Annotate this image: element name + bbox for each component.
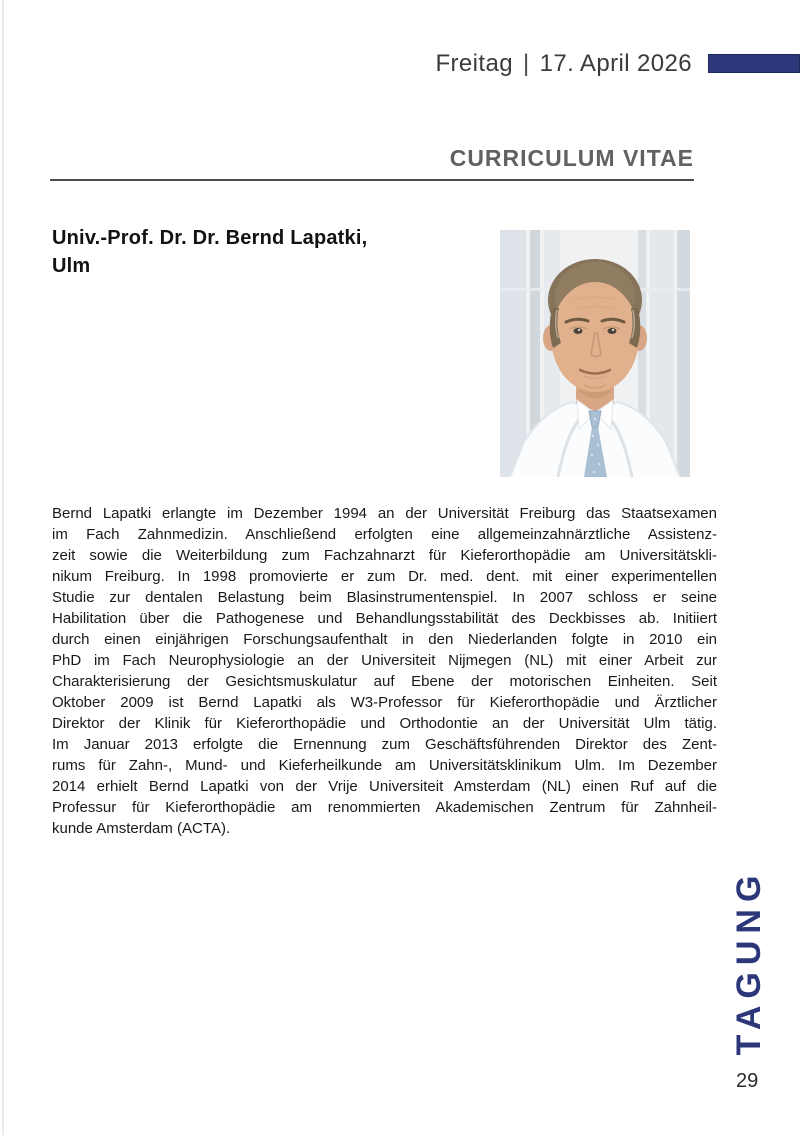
cv-text-line: Bernd Lapatki erlangte im Dezember 1994 an der Universität Freiburg das Staatsexamen	[52, 505, 717, 522]
portrait-photo-svg	[500, 230, 690, 477]
cv-text-line: im Fach Zahnmedizin. Anschließend erfolgten eine allgemeinzahnärztliche Assistenz-	[52, 526, 717, 543]
cv-text-line: Charakterisierung der Gesichtsmuskulatur auf Ebene der motorischen Einheiten. Seit	[52, 673, 717, 690]
cv-text-line: 2014 erhielt Bernd Lapatki von der Vrije Universiteit Amsterdam (NL) einen Ruf auf die	[52, 778, 717, 795]
cv-paragraph	[52, 503, 717, 839]
header-date	[435, 50, 692, 78]
divider-line	[50, 179, 694, 181]
header-separator: |	[522, 50, 530, 77]
cv-text-line: durch einen einjährigen Forschungsaufenthalt in den Niederlanden folgte in 2010 ein	[52, 631, 717, 648]
cv-text-line: Studie zur dentalen Belastung beim Blasinstrumentenspiel. In 2007 schloss er seine	[52, 589, 717, 606]
profile-name	[52, 224, 367, 280]
cv-text-line: Im Januar 2013 erfolgte die Ernennung zum Geschäftsführenden Direktor des Zent-	[52, 736, 717, 753]
cv-text-line: Habilitation über die Pathogenese und Behandlungsstabilität des Deckbisses ab. Initiiert	[52, 610, 717, 627]
portrait-photo	[500, 230, 690, 477]
cv-text-line: zeit sowie die Weiterbildung zum Fachzahnarzt für Kieferorthopädie am Universitätskli-	[52, 547, 717, 564]
cv-text-line: PhD im Fach Neurophysiologie an der Universiteit Nijmegen (NL) mit einer Arbeit zur	[52, 652, 717, 669]
cv-text-line: rums für Zahn-, Mund- und Kieferheilkunde am Universitätsklinikum Ulm. Im Dezember	[52, 757, 717, 774]
profile-name-line2: Ulm	[52, 255, 91, 277]
page-number: 29	[736, 1070, 759, 1092]
section-title: CURRICULUM VITAE	[449, 145, 694, 171]
cv-text-line: kunde Amsterdam (ACTA).	[52, 820, 231, 837]
cv-text-line: Oktober 2009 ist Bernd Lapatki als W3-Professor für Kieferorthopädie und Ärztlicher	[52, 694, 717, 711]
cv-text-line: nikum Freiburg. In 1998 promovierte er zum Dr. med. dent. mit einer experimentellen	[52, 568, 717, 585]
cv-text-line: Direktor der Klinik für Kieferorthopädie und Orthodontie an der Universität Ulm tätig.	[52, 715, 717, 732]
header-accent-bar	[708, 54, 800, 73]
header-date-text: 17. April 2026	[539, 50, 692, 77]
cv-text-line: Professur für Kieferorthopädie am renommierten Akademischen Zentrum für Zahnheil-	[52, 799, 717, 816]
sidebar-tagung-label: TAGUNG	[730, 868, 768, 1056]
header-day: Freitag	[435, 50, 513, 77]
page-edge-line	[2, 0, 4, 1135]
profile-name-line1: Univ.-Prof. Dr. Dr. Bernd Lapatki,	[52, 227, 368, 249]
